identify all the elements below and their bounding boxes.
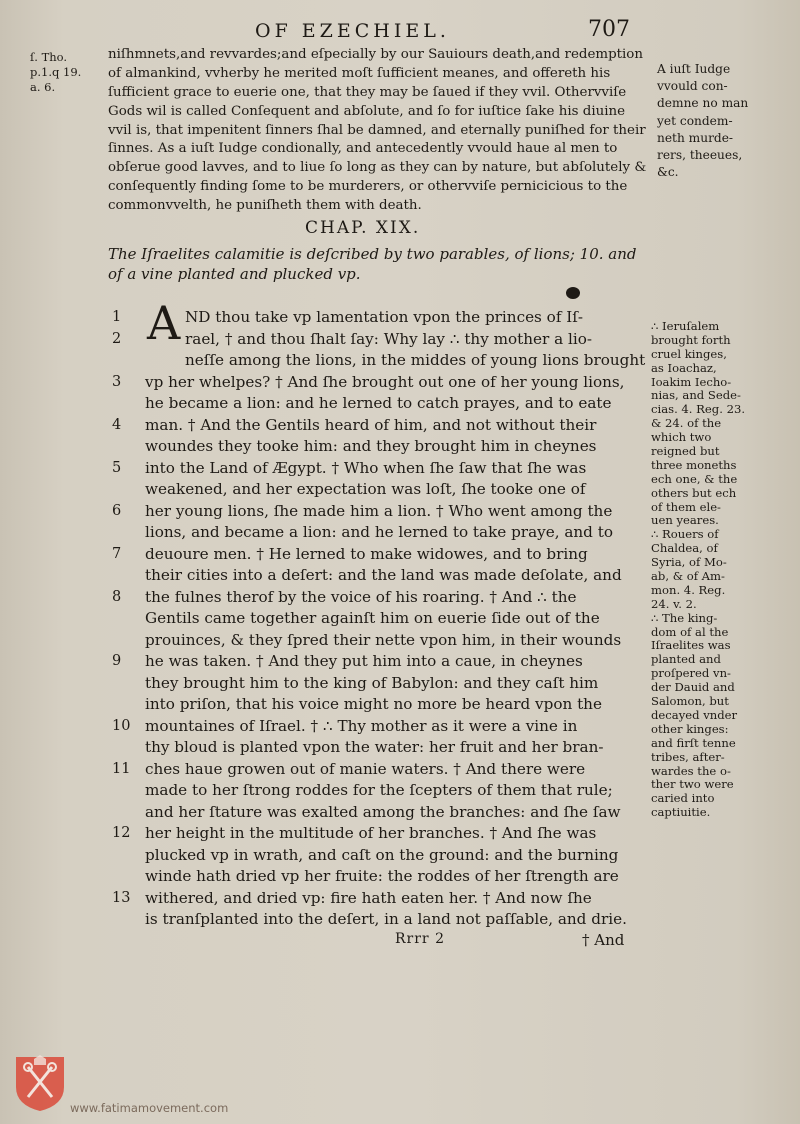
verse-line: they brought him to the king of Babylon: and they caſt him (145, 673, 599, 692)
verse-line: thy bloud is planted vpon the water: her fruit and her bran- (145, 738, 604, 756)
verse-number: 2 (112, 330, 122, 347)
side-note-line: A iuſt Iudge (657, 62, 731, 76)
chapter-summary (108, 244, 663, 284)
side-note-line: Salomon, but (651, 694, 729, 709)
side-note-line: decayed vnder (651, 707, 738, 722)
verse-line: neſſe among the lions, in the middes of young lions brought (185, 351, 646, 369)
verse-line: plucked vp in wrath, and caſt on the ground: and the burning (145, 845, 619, 864)
side-note-line: reigned but (651, 444, 720, 459)
side-note-line: uen yeares. (651, 513, 719, 528)
verse-number (112, 350, 142, 372)
side-note-line: vvould con- (657, 79, 728, 94)
text-line: niſhmnets,and revvardes;and eſpecially by our Sauiours death,and redemption (108, 47, 643, 62)
side-note-line: tribes, after- (651, 749, 725, 764)
side-note-line: ther two were (651, 777, 734, 792)
verse-line: vp her whelpes? † And ſhe brought out one of her young lions, (145, 372, 625, 391)
summary-line: of a vine planted and plucked vp. (108, 265, 361, 283)
verse-number: 11 (112, 760, 131, 777)
verse-number: 12 (112, 825, 131, 841)
verse-number (112, 780, 142, 802)
summary-line: The Iſraelites calamitie is deſcribed by two parables, of lions; 10. and (108, 245, 637, 263)
verse-number: 9 (112, 653, 122, 669)
side-note-line: of them ele- (651, 499, 721, 514)
ink-blot (566, 287, 580, 299)
side-note-line: nias, and Sede- (651, 388, 741, 403)
side-note-line: ∴ The king- (651, 610, 718, 625)
side-note-line: der Dauid and (651, 680, 735, 695)
verse-line: into the Land of Ægypt. † Who when ſhe ſaw that ſhe was (145, 458, 587, 477)
verse-line: he was taken. † And they put him into a caue, in cheynes (145, 652, 583, 670)
verse-line: ches haue growen out of manie waters. † And there were (145, 759, 586, 778)
verse-number (112, 909, 142, 931)
side-note-glosses (651, 320, 745, 820)
verse-line: and her ſtature was exalted among the branches: and ſhe ſaw (145, 802, 621, 821)
side-note-line: mon. 4. Reg. (651, 582, 726, 597)
watermark-site: www.fatimamovement.com (70, 1101, 229, 1115)
side-note-line: ∴ Ieruſalem (651, 319, 720, 333)
text-line: Gods wil is called Conſequent and abſolute, and ſo for iuſtice ſake his diuine (108, 103, 626, 119)
text-line: ſinnes. As a iuſt Iudge condionally, and antecedently vvould haue al men to (108, 141, 618, 157)
side-note-line: yet condem- (657, 113, 733, 128)
side-note-line: as Ioachaz, (651, 360, 717, 375)
side-note-line: cias. 4. Reg. 23. (651, 402, 746, 417)
side-note-line: 24. v. 2. (651, 596, 697, 611)
chapter-heading: CHAP. XIX. (305, 218, 421, 238)
verse-number (112, 630, 142, 652)
left-margin-references (30, 50, 81, 95)
verse-line: prouinces, & they ſpred their nette vpon him, in their wounds (145, 630, 622, 649)
chapter-text (145, 307, 645, 931)
text-line: conſequently finding ſome to be murderers, or othervviſe pernicicious to the (108, 179, 628, 195)
verse-line: her young lions, ſhe made him a lion. † Who went among the (145, 501, 613, 520)
verse-number (112, 479, 142, 501)
verse-number (112, 866, 142, 888)
side-note-line: ∴ Rouers of (651, 527, 719, 542)
text-line: obſerue good lavves, and to liue ſo long as they can by nature, but abſolutely & (108, 160, 647, 176)
verse-number: 13 (112, 889, 131, 906)
side-note-line: neth murde- (657, 130, 734, 145)
verse-number (112, 522, 142, 544)
verse-line: man. † And the Gentils heard of him, and not without their (145, 415, 597, 434)
verse-line: their cities into a deſert: and the land was made deſolate, and (145, 566, 622, 584)
side-note-line: Iſraelites was (651, 638, 731, 653)
catchword: † And (582, 931, 625, 949)
verse-number (112, 436, 142, 458)
side-note-line: dom of al the (651, 624, 729, 639)
verse-line: made to her ſtrong roddes for the ſcepters of them that rule; (145, 781, 613, 799)
side-note-line: others but ech (651, 485, 737, 500)
verse-line: Gentils came together againſt him on euerie ſide out of the (145, 609, 600, 627)
verse-number: 8 (112, 588, 122, 605)
drop-cap: A (147, 296, 181, 350)
verse-line: he became a lion: and he lerned to catch prayes, and to eate (145, 394, 612, 412)
side-note-line: ech one, & the (651, 471, 738, 486)
verse-line: winde hath dried vp her fruite: the roddes of her ſtrength are (145, 867, 619, 885)
verse-line: withered, and dried vp: fire hath eaten her. † And now ſhe (145, 888, 592, 907)
side-note-line: Syria, of Mo- (651, 555, 727, 570)
side-note-line: other kinges: (651, 721, 729, 736)
verse-line: is tranſplanted into the deſert, in a land not paſſable, and drie. (145, 910, 627, 928)
verse-number (112, 737, 142, 759)
verse-line: woundes they tooke him: and they brought him in cheynes (145, 437, 597, 455)
side-note-line: brought forth (651, 332, 731, 347)
verse-line: lions, and became a lion: and he lerned to take praye, and to (145, 523, 613, 541)
verse-number: 3 (112, 373, 122, 390)
verse-number: 1 (112, 309, 122, 325)
side-note-line: wardes the o- (651, 763, 731, 778)
running-title: OF EZECHIEL. (255, 20, 450, 42)
margin-ref: ſ. Tho. (30, 50, 68, 64)
side-note-line: planted and (651, 652, 721, 667)
side-note-line: which two (651, 430, 712, 445)
verse-number: 6 (112, 502, 122, 519)
side-note-line: Chaldea, of (651, 541, 718, 556)
verse-line: her height in the multitude of her branches. † And ſhe was (145, 824, 597, 842)
side-note-line: proſpered vn- (651, 666, 731, 681)
verse-line: into priſon, that his voice might no more be heard vpon the (145, 695, 602, 713)
margin-ref: p.1.q 19. (30, 65, 82, 79)
text-line: of almankind, vvherby he merited moſt ſufficient meanes, and offereth his (108, 65, 611, 81)
verse-number: 7 (112, 545, 122, 562)
margin-ref: a. 6. (30, 80, 56, 94)
verse-number (112, 694, 142, 716)
signature-mark: Rrrr 2 (395, 931, 445, 947)
verse-number: 10 (112, 717, 131, 734)
page-number: 707 (588, 17, 630, 42)
verse-line: mountaines of Iſrael. † ∴ Thy mother as it were a vine in (145, 716, 578, 735)
text-line: commonvvelth, he puniſheth them with death. (108, 198, 422, 214)
side-note-line: rers, theeues, (657, 147, 743, 162)
side-note-line: and firſt tenne (651, 735, 736, 750)
verse-number: 5 (112, 459, 122, 476)
verse-number (112, 802, 142, 824)
side-note-line: & 24. of the (651, 416, 722, 431)
verse-number (112, 608, 142, 630)
side-note-line: three moneths (651, 457, 737, 472)
verse-line: weakened, and her expectation was loſt, ſhe tooke one of (145, 480, 586, 498)
verse-number (112, 845, 142, 867)
side-note-line: ab, & of Am- (651, 569, 725, 584)
verse-line: deuoure men. † He lerned to make widowes, and to bring (145, 544, 588, 563)
continued-annotation (108, 46, 653, 216)
verse-number: 4 (112, 416, 122, 433)
verse-number-column (112, 307, 142, 931)
side-note-line: cruel kinges, (651, 346, 727, 361)
side-note-line: &c. (657, 165, 679, 180)
side-note-line: Ioakim Iecho- (651, 374, 732, 389)
verse-line: the fulnes therof by the voice of his roaring. † And ∴ the (145, 587, 577, 606)
verse-line: rael, † and thou ſhalt ſay: Why lay ∴ thy mother a lio- (185, 329, 592, 348)
verse-number (112, 565, 142, 587)
papal-keys-logo-icon (12, 1053, 68, 1113)
text-line: vvil is, that impenitent ſinners ſhal be damned, and eternally puniſhed for their (108, 122, 646, 138)
side-note-justice (657, 61, 748, 181)
verse-number (112, 673, 142, 695)
side-note-line: caried into (651, 791, 715, 806)
verse-number (112, 393, 142, 415)
text-line: ſufficient grace to euerie one, that they may be ſaued if they vvil. Othervviſe (108, 84, 627, 100)
side-note-line: captiuitie. (651, 805, 711, 820)
verse-line: ND thou take vp lamentation vpon the princes of Iſ- (185, 308, 584, 326)
side-note-line: demne no man (657, 96, 749, 111)
